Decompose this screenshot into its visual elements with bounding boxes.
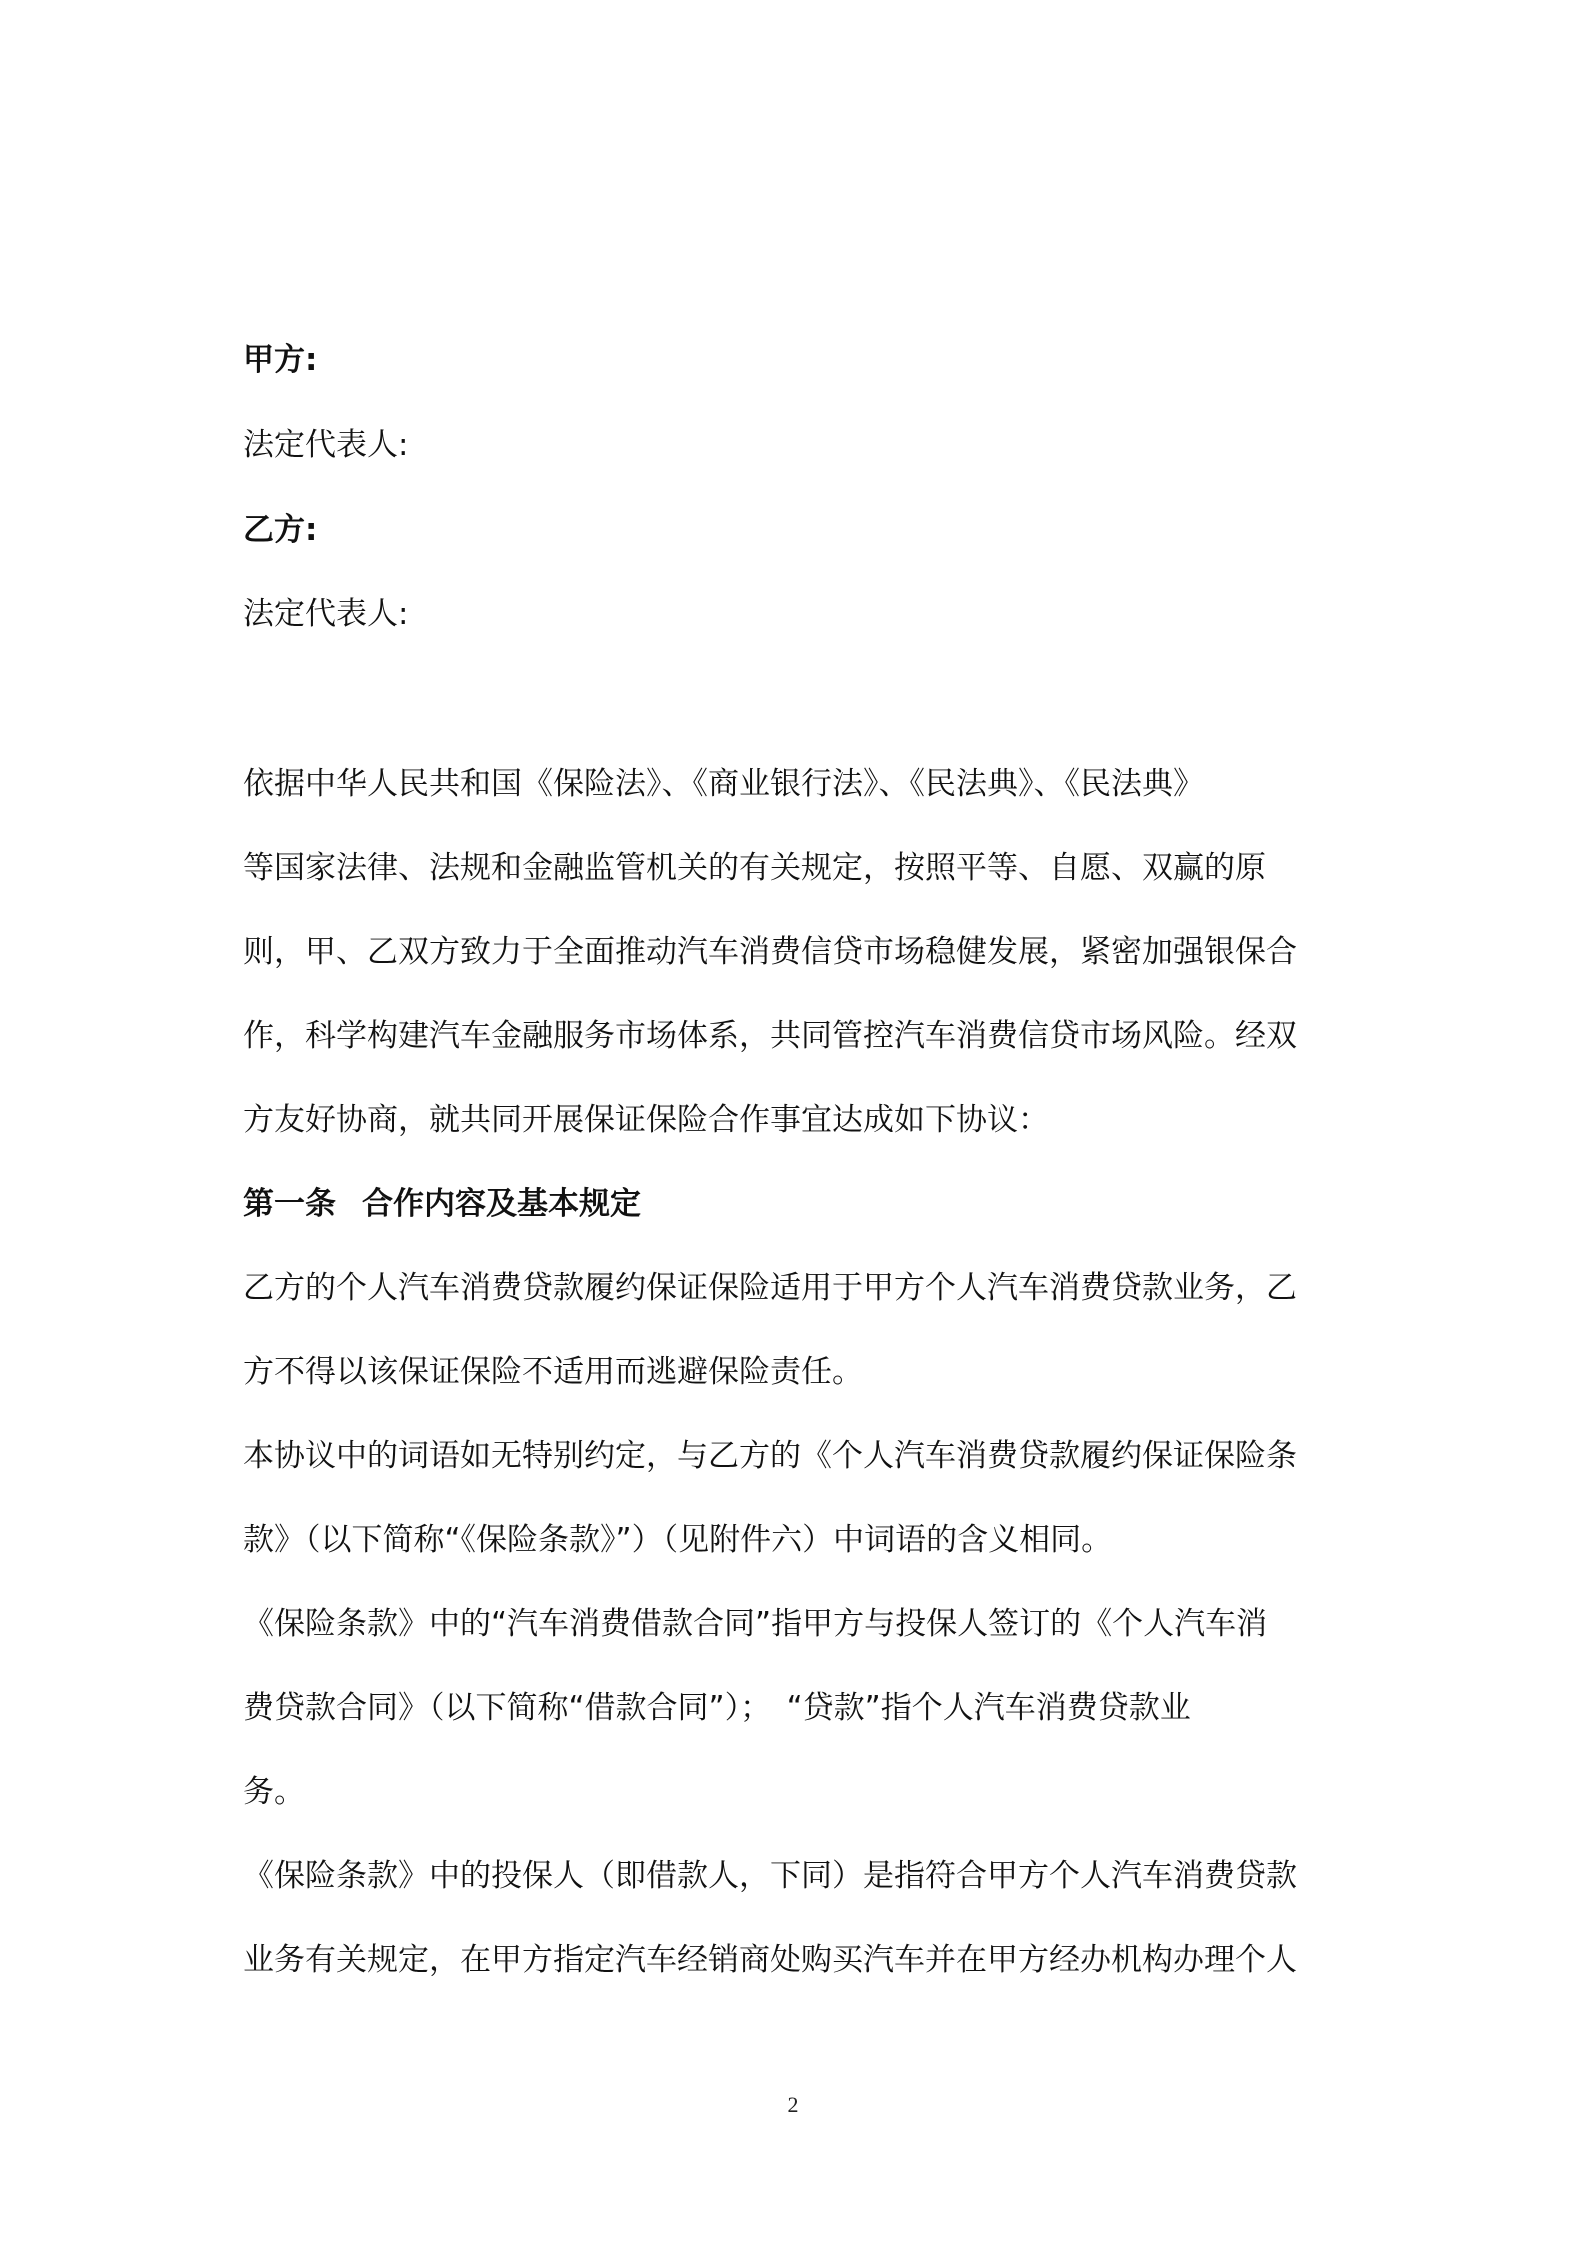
party-b-label: 乙方:	[243, 512, 318, 548]
party-a-label: 甲方:	[243, 342, 318, 378]
article-paragraph-line: 方不得以该保证保险不适用而逃避保险责任。	[243, 1354, 863, 1390]
page-number: 2	[787, 2092, 799, 2117]
preamble-line: 等国家法律、法规和金融监管机关的有关规定，按照平等、自愿、双赢的原	[243, 850, 1266, 886]
article-heading	[243, 1184, 1343, 1224]
article-paragraph-line: 乙方的个人汽车消费贷款履约保证保险适用于甲方个人汽车消费贷款业务，乙	[243, 1270, 1297, 1306]
article-paragraph-line: 《保险条款》中的投保人（即借款人，下同）是指符合甲方个人汽车消费贷款	[243, 1858, 1297, 1894]
article-paragraph-line: 费贷款合同》（以下简称“借款合同”）； “贷款”指个人汽车消费贷款业	[243, 1690, 1191, 1726]
preamble-line: 作，科学构建汽车金融服务市场体系，共同管控汽车消费信贷市场风险。经双	[243, 1018, 1297, 1054]
preamble-line: 依据中华人民共和国《保险法》、《商业银行法》、《民法典》、《民法典》	[243, 766, 1204, 802]
article-title: 合作内容及基本规定	[362, 1186, 641, 1222]
article-paragraph-line: 务。	[243, 1774, 305, 1810]
party-a-representative-label: 法定代表人:	[243, 427, 409, 463]
preamble-line: 则，甲、乙双方致力于全面推动汽车消费信贷市场稳健发展，紧密加强银保合	[243, 934, 1297, 970]
article-paragraph-line: 款》（以下简称“《保险条款》”）（见附件六）中词语的含义相同。	[243, 1522, 1113, 1558]
preamble-line: 方友好协商，就共同开展保证保险合作事宜达成如下协议：	[243, 1102, 1049, 1138]
article-number: 第一条	[243, 1186, 336, 1222]
article-paragraph-line: 业务有关规定，在甲方指定汽车经销商处购买汽车并在甲方经办机构办理个人	[243, 1942, 1297, 1978]
article-paragraph-line: 本协议中的词语如无特别约定，与乙方的《个人汽车消费贷款履约保证保险条	[243, 1438, 1297, 1474]
article-paragraph-line: 《保险条款》中的“汽车消费借款合同”指甲方与投保人签订的《个人汽车消	[243, 1606, 1268, 1642]
party-b-representative-label: 法定代表人:	[243, 596, 409, 632]
